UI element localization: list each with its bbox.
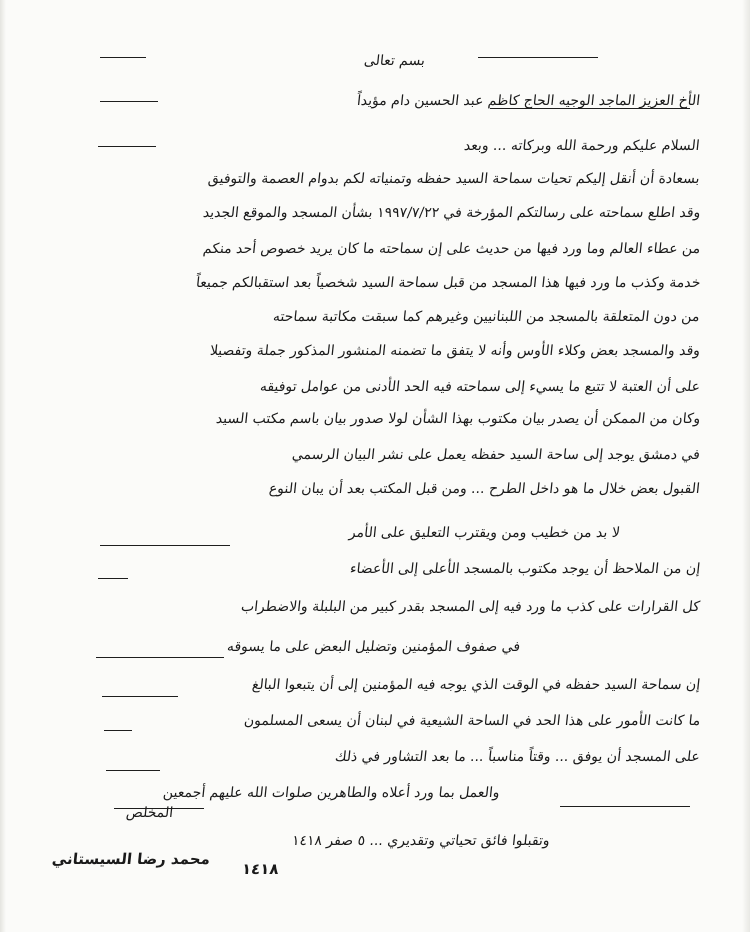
pen-dash [478, 57, 598, 58]
pen-dash [100, 101, 158, 102]
pen-dash [490, 108, 690, 109]
scan-edge-left [0, 0, 6, 932]
closing-label: المخلص [125, 805, 175, 821]
pen-dash [106, 770, 160, 771]
letter-line: إن من الملاحظ أن يوجد مكتوب بالمسجد الأعلى إلى الأعضاء [348, 561, 701, 577]
pen-dash [102, 696, 178, 697]
letter-line: والعمل بما ورد أعلاه والطاهرين صلوات الله عليهم أجمعين [162, 785, 501, 801]
letter-line: في دمشق يوجد إلى ساحة السيد حفظه يعمل على نشر البيان الرسمي [291, 447, 701, 463]
letter-line: بسعادة أن أنقل إليكم تحيات سماحة السيد حفظه وتمنياته لكم بدوام العصمة والتوفيق [207, 171, 701, 187]
letter-line: من عطاء العالم وما ورد فيها من حديث على إن سماحته ما كان يريد خصوص أحد منكم [201, 241, 701, 257]
signature: محمد رضا السيستاني [51, 850, 211, 868]
letter-line: ما كانت الأمور على هذا الحد في الساحة الشيعية في لبنان أن يسعى المسلمون [242, 713, 701, 729]
letter-line: وكان من الممكن أن يصدر بيان مكتوب بهذا الشأن لولا صدور بيان باسم مكتب السيد [214, 411, 701, 427]
handwritten-letter [51, 40, 701, 900]
scan-edge-right [742, 0, 750, 932]
pen-dash [114, 808, 204, 809]
letter-line: إن سماحة السيد حفظه في الوقت الذي يوجه فيه المؤمنين إلى أن يتبعوا البالغ [250, 677, 701, 693]
pen-dash [100, 57, 146, 58]
letter-line: في صفوف المؤمنين وتضليل البعض على ما يسوقه [226, 639, 521, 655]
pen-dash [104, 730, 132, 731]
letter-line: الأخ العزيز الماجد الوجيه الحاج كاظم عبد الحسين دام مؤيداً [356, 93, 701, 109]
pen-dash [96, 657, 224, 658]
letter-line: القبول بعض خلال ما هو داخل الطرح ... ومن قبل المكتب بعد أن يبان النوع [268, 481, 701, 497]
letter-line: وقد اطلع سماحته على رسالتكم المؤرخة في ١٩٩٧/٧/٢٢ بشأن المسجد والموقع الجديد [201, 205, 701, 221]
letter-heading: بسم تعالى [363, 53, 427, 69]
pen-dash [98, 146, 156, 147]
date-year: ١٤١٨ [240, 860, 280, 878]
letter-line: وقد والمسجد بعض وكلاء الأوس وأنه لا يتفق ما تضمنه المنشور المذكور جملة وتفصيلا [209, 343, 701, 359]
letter-line: كل القرارات على كذب ما ورد فيه إلى المسجد بقدر كبير من البلبلة والاضطراب [240, 599, 701, 615]
pen-dash [560, 806, 690, 807]
pen-dash [98, 578, 128, 579]
pen-dash [100, 545, 230, 546]
letter-line: خدمة وكذب ما ورد فيها هذا المسجد من قبل سماحة السيد شخصياً بعد استقبالكم جميعاً [194, 275, 701, 291]
letter-line: السلام عليكم ورحمة الله وبركاته ... وبعد [463, 138, 701, 154]
letter-line: على المسجد أن يوفق ... وقتاً مناسباً ... ما بعد التشاور في ذلك [334, 749, 701, 765]
letter-line: وتقبلوا فائق تحياتي وتقديري ... ٥ صفر ١٤١٨ [291, 833, 551, 849]
letter-line: من دون المتعلقة بالمسجد من اللبنانيين وغيرهم كما سبقت مكاتبة سماحته [272, 309, 701, 325]
letter-line: لا بد من خطيب ومن ويقترب التعليق على الأمر [348, 525, 621, 541]
letter-line: على أن العتبة لا تتبع ما يسيء إلى سماحته فيه الحد الأدنى من عوامل توفيقه [259, 379, 701, 395]
